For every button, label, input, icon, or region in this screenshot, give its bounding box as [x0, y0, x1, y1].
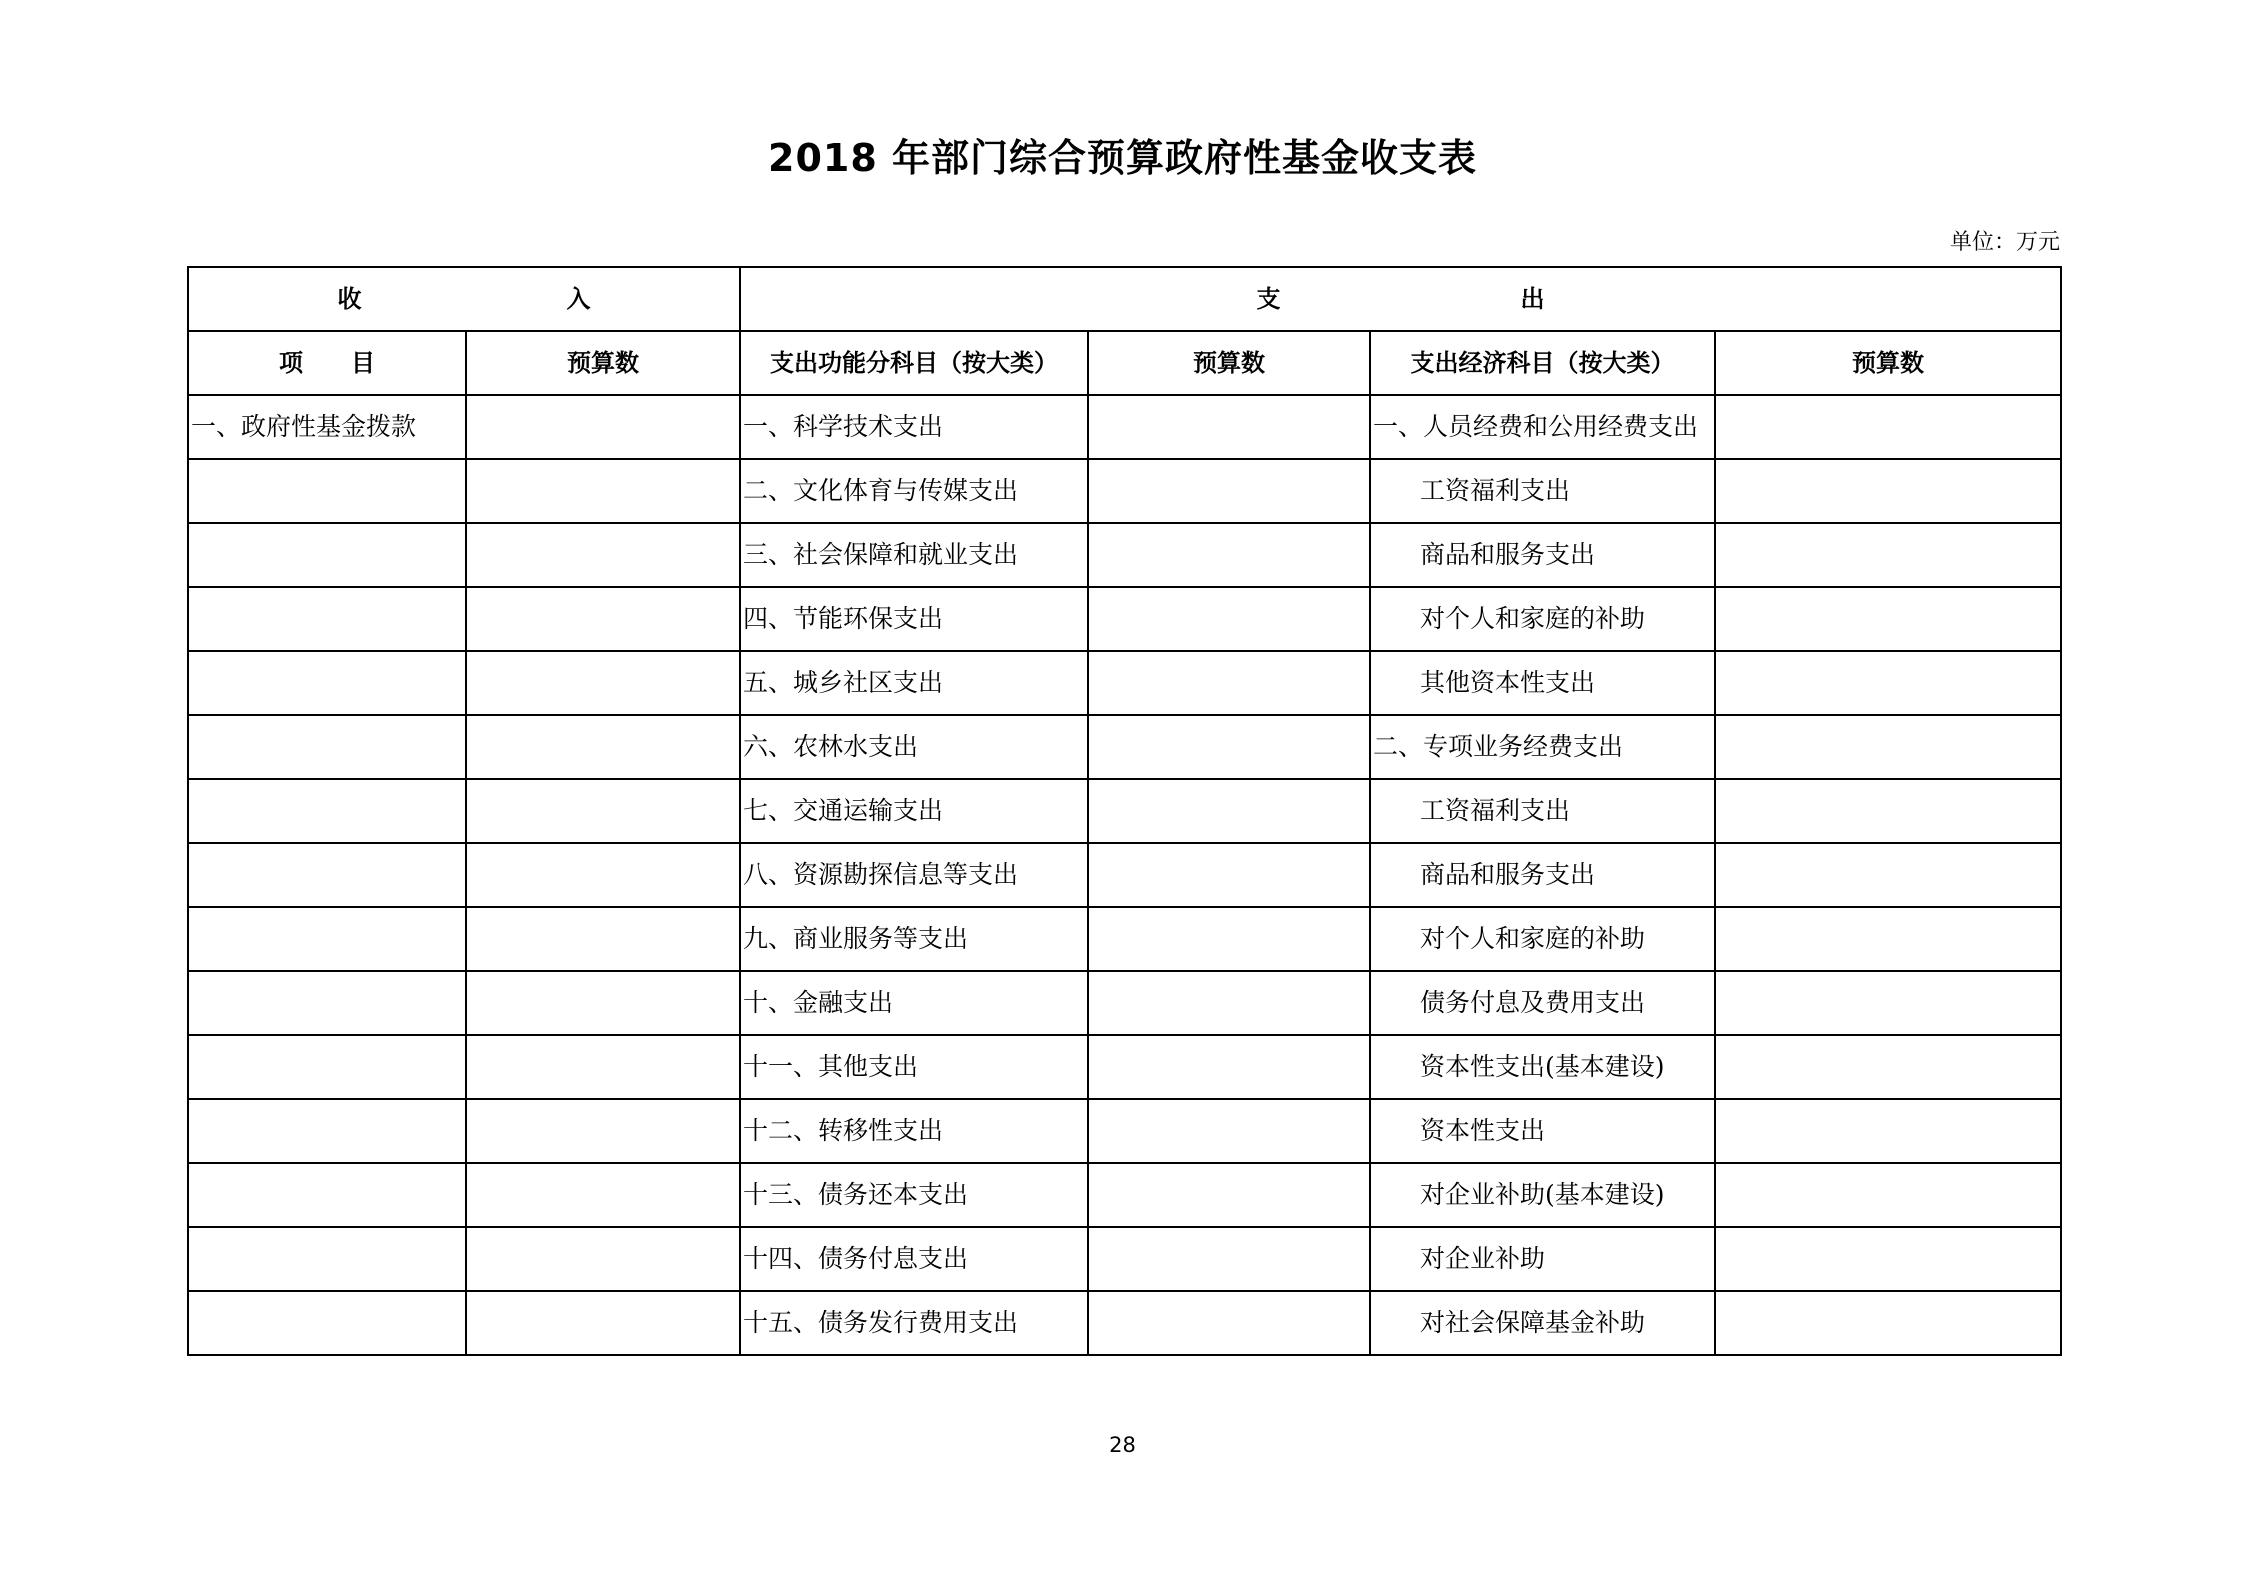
- function-subject-cell: 三、社会保障和就业支出: [740, 523, 1088, 587]
- income-budget-cell: [466, 971, 740, 1035]
- header-economic-budget: 预算数: [1715, 331, 2061, 395]
- economic-subject-cell: 工资福利支出: [1370, 459, 1715, 523]
- economic-budget-cell: [1715, 971, 2061, 1035]
- income-budget-cell: [466, 843, 740, 907]
- income-budget-cell: [466, 1099, 740, 1163]
- income-item-cell: [188, 459, 466, 523]
- group-header-row: [188, 267, 2061, 331]
- economic-subject-cell: 二、专项业务经费支出: [1370, 715, 1715, 779]
- function-budget-cell: [1088, 1227, 1370, 1291]
- table-row: [188, 907, 2061, 971]
- function-budget-cell: [1088, 523, 1370, 587]
- economic-budget-cell: [1715, 843, 2061, 907]
- income-group-header: [188, 267, 740, 331]
- income-budget-cell: [466, 459, 740, 523]
- income-budget-cell: [466, 1035, 740, 1099]
- economic-budget-cell: [1715, 1163, 2061, 1227]
- income-item-cell: [188, 715, 466, 779]
- function-subject-cell: 十、金融支出: [740, 971, 1088, 1035]
- economic-subject-cell: 债务付息及费用支出: [1370, 971, 1715, 1035]
- economic-budget-cell: [1715, 395, 2061, 459]
- function-budget-cell: [1088, 907, 1370, 971]
- function-subject-cell: 八、资源勘探信息等支出: [740, 843, 1088, 907]
- economic-subject-cell: 商品和服务支出: [1370, 523, 1715, 587]
- economic-budget-cell: [1715, 523, 2061, 587]
- income-item-cell: [188, 907, 466, 971]
- header-function-budget: 预算数: [1088, 331, 1370, 395]
- function-budget-cell: [1088, 459, 1370, 523]
- table-row: [188, 523, 2061, 587]
- economic-budget-cell: [1715, 1099, 2061, 1163]
- income-item-cell: [188, 843, 466, 907]
- function-budget-cell: [1088, 587, 1370, 651]
- economic-subject-cell: 其他资本性支出: [1370, 651, 1715, 715]
- income-budget-cell: [466, 395, 740, 459]
- income-item-cell: [188, 779, 466, 843]
- function-subject-cell: 四、节能环保支出: [740, 587, 1088, 651]
- table-row: [188, 1163, 2061, 1227]
- income-budget-cell: [466, 779, 740, 843]
- page-number: 28: [1109, 1433, 1136, 1457]
- economic-subject-cell: 对个人和家庭的补助: [1370, 587, 1715, 651]
- function-budget-cell: [1088, 779, 1370, 843]
- expense-group-char-1: 支: [1256, 285, 1281, 313]
- function-budget-cell: [1088, 651, 1370, 715]
- income-budget-cell: [466, 907, 740, 971]
- income-item-cell: [188, 523, 466, 587]
- function-subject-cell: 九、商业服务等支出: [740, 907, 1088, 971]
- income-item-cell: [188, 651, 466, 715]
- function-subject-cell: 十三、债务还本支出: [740, 1163, 1088, 1227]
- income-budget-cell: [466, 1291, 740, 1355]
- economic-subject-cell: 工资福利支出: [1370, 779, 1715, 843]
- income-budget-cell: [466, 651, 740, 715]
- economic-budget-cell: [1715, 1035, 2061, 1099]
- header-income-item: [188, 331, 466, 395]
- economic-subject-cell: 对社会保障基金补助: [1370, 1291, 1715, 1355]
- expense-group-char-2: 出: [1520, 285, 1545, 313]
- header-income-budget: 预算数: [466, 331, 740, 395]
- function-subject-cell: 十四、债务付息支出: [740, 1227, 1088, 1291]
- header-function-subject: 支出功能分科目（按大类）: [740, 331, 1088, 395]
- function-budget-cell: [1088, 395, 1370, 459]
- income-group-char-1: 收: [337, 285, 362, 313]
- economic-budget-cell: [1715, 779, 2061, 843]
- income-item-cell: [188, 1227, 466, 1291]
- economic-subject-cell: 对个人和家庭的补助: [1370, 907, 1715, 971]
- table-row: [188, 651, 2061, 715]
- income-budget-cell: [466, 715, 740, 779]
- function-subject-cell: 十一、其他支出: [740, 1035, 1088, 1099]
- header-item-char-2: 目: [351, 349, 375, 377]
- economic-budget-cell: [1715, 1291, 2061, 1355]
- income-item-cell: [188, 1035, 466, 1099]
- economic-subject-cell: 资本性支出(基本建设): [1370, 1035, 1715, 1099]
- table-row: [188, 715, 2061, 779]
- income-item-cell: [188, 587, 466, 651]
- table-row: [188, 843, 2061, 907]
- function-subject-cell: 七、交通运输支出: [740, 779, 1088, 843]
- economic-budget-cell: [1715, 587, 2061, 651]
- economic-subject-cell: 对企业补助: [1370, 1227, 1715, 1291]
- table-row: [188, 1291, 2061, 1355]
- table-row: [188, 971, 2061, 1035]
- table-row: [188, 1227, 2061, 1291]
- table-row: [188, 1099, 2061, 1163]
- economic-budget-cell: [1715, 907, 2061, 971]
- function-budget-cell: [1088, 1291, 1370, 1355]
- economic-subject-cell: 商品和服务支出: [1370, 843, 1715, 907]
- economic-subject-cell: 对企业补助(基本建设): [1370, 1163, 1715, 1227]
- function-subject-cell: 一、科学技术支出: [740, 395, 1088, 459]
- economic-subject-cell: 一、人员经费和公用经费支出: [1370, 395, 1715, 459]
- table-row: [188, 779, 2061, 843]
- income-budget-cell: [466, 1227, 740, 1291]
- income-item-cell: 一、政府性基金拨款: [188, 395, 466, 459]
- table-row: [188, 1035, 2061, 1099]
- income-group-char-2: 入: [566, 285, 591, 313]
- table-body: [188, 267, 2061, 1355]
- table-row: [188, 587, 2061, 651]
- income-item-cell: [188, 1099, 466, 1163]
- function-budget-cell: [1088, 715, 1370, 779]
- table-row: [188, 459, 2061, 523]
- function-subject-cell: 二、文化体育与传媒支出: [740, 459, 1088, 523]
- function-subject-cell: 十五、债务发行费用支出: [740, 1291, 1088, 1355]
- function-subject-cell: 十二、转移性支出: [740, 1099, 1088, 1163]
- function-budget-cell: [1088, 971, 1370, 1035]
- economic-budget-cell: [1715, 715, 2061, 779]
- income-item-cell: [188, 1291, 466, 1355]
- page-title: 2018 年部门综合预算政府性基金收支表: [768, 136, 1477, 180]
- income-budget-cell: [466, 523, 740, 587]
- column-header-row: [188, 331, 2061, 395]
- economic-budget-cell: [1715, 651, 2061, 715]
- function-budget-cell: [1088, 843, 1370, 907]
- income-budget-cell: [466, 1163, 740, 1227]
- function-budget-cell: [1088, 1163, 1370, 1227]
- income-item-cell: [188, 1163, 466, 1227]
- economic-budget-cell: [1715, 1227, 2061, 1291]
- economic-budget-cell: [1715, 459, 2061, 523]
- function-subject-cell: 六、农林水支出: [740, 715, 1088, 779]
- function-budget-cell: [1088, 1035, 1370, 1099]
- income-budget-cell: [466, 587, 740, 651]
- budget-table: [187, 266, 2062, 1356]
- header-economic-subject: 支出经济科目（按大类）: [1370, 331, 1715, 395]
- table-row: [188, 395, 2061, 459]
- header-item-char-1: 项: [279, 349, 303, 377]
- unit-note: 单位：万元: [1949, 230, 2060, 255]
- economic-subject-cell: 资本性支出: [1370, 1099, 1715, 1163]
- function-budget-cell: [1088, 1099, 1370, 1163]
- income-item-cell: [188, 971, 466, 1035]
- expense-group-header: [740, 267, 2061, 331]
- function-subject-cell: 五、城乡社区支出: [740, 651, 1088, 715]
